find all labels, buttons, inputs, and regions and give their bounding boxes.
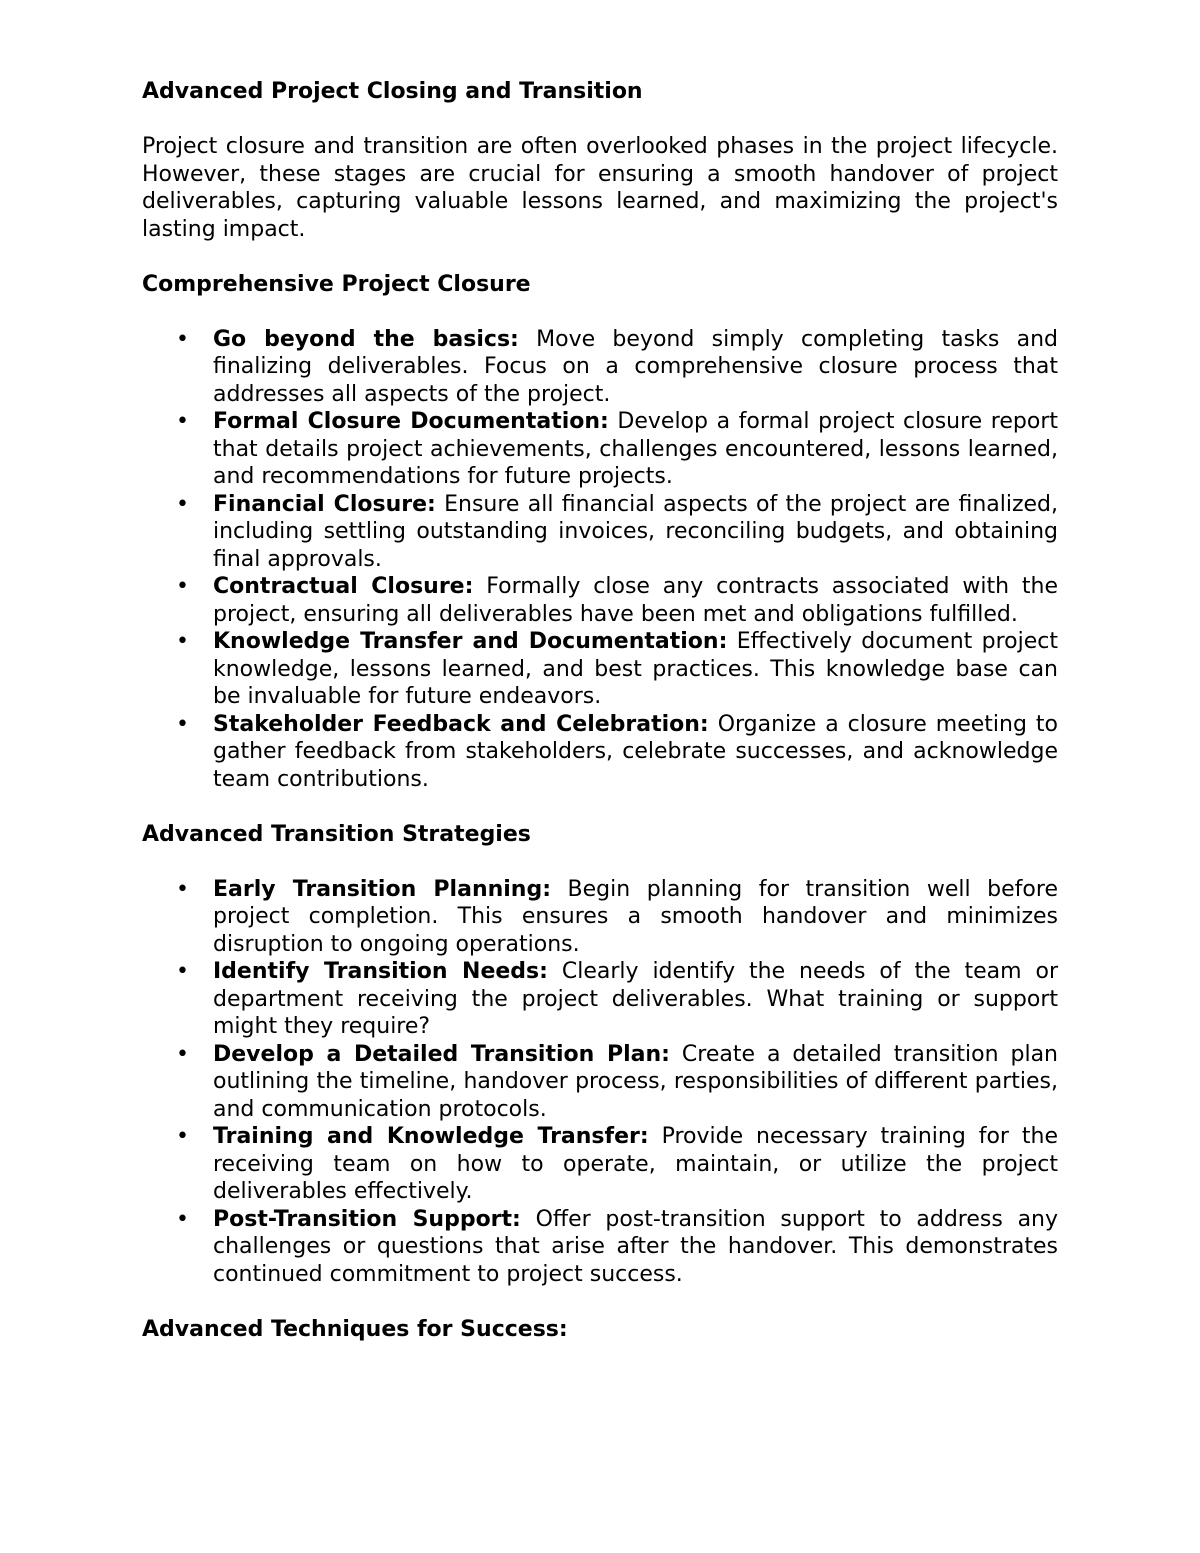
bullet-icon: •	[176, 491, 189, 517]
item-term: Knowledge Transfer and Documentation:	[213, 629, 728, 654]
list-item	[142, 326, 1058, 409]
item-term: Stakeholder Feedback and Celebration:	[213, 711, 709, 737]
bullet-icon: •	[176, 574, 189, 599]
list-item	[142, 1041, 1058, 1124]
section-heading-transition: Advanced Transition Strategies	[142, 821, 531, 847]
item-term: Early Transition Planning:	[213, 876, 552, 902]
bullet-icon: •	[176, 1206, 189, 1232]
bullet-icon: •	[176, 1041, 189, 1067]
section-heading-closure: Comprehensive Project Closure	[142, 271, 531, 297]
intro-paragraph: Project closure and transition are often overlooked phases in the project lifecycle. However, these stages are crucial for ensuring a smooth handover of project deliverables, capturing valuable lessons learned, and maximizing the project's lasting impact.	[142, 134, 1058, 242]
item-text: Organize a closure meeting to gather feedback from stakeholders, celebrate successes, and acknowledge team contributions.	[213, 711, 1058, 792]
item-term: Develop a Detailed Transition Plan:	[213, 1041, 670, 1067]
item-text: Effectively document project knowledge, lessons learned, and best practices. This knowledge base can be invaluable for future endeavors.	[213, 629, 1058, 709]
bullet-icon: •	[176, 711, 189, 737]
item-text: Develop a formal project closure report that details project achievements, challenges encountered, lessons learned, and recommendations for future projects.	[213, 409, 1058, 489]
item-text: Create a detailed transition plan outlining the timeline, handover process, responsibilities of different parties, and communication protocols.	[213, 1041, 1058, 1122]
section-heading-techniques: Advanced Techniques for Success:	[142, 1316, 568, 1342]
transition-list	[142, 876, 1058, 1289]
bullet-icon: •	[176, 959, 189, 984]
bullet-icon: •	[176, 629, 189, 654]
item-term: Go beyond the basics:	[213, 326, 519, 352]
item-text: Formally close any contracts associated with the project, ensuring all deliverables have been met and obligations fulfilled.	[213, 574, 1058, 627]
item-term: Training and Knowledge Transfer:	[213, 1124, 649, 1149]
item-text: Clearly identify the needs of the team or department receiving the project deliverables. What training or support might they require?	[213, 959, 1058, 1039]
item-text: Move beyond simply completing tasks and finalizing deliverables. Focus on a comprehensive closure process that addresses all aspects of the project.	[213, 326, 1058, 407]
list-item	[142, 958, 1058, 1041]
item-term: Identify Transition Needs:	[213, 959, 548, 984]
document-page	[142, 78, 1058, 1371]
bullet-icon: •	[176, 1124, 189, 1149]
item-term: Financial Closure:	[213, 491, 436, 517]
list-item	[142, 491, 1058, 574]
document-title: Advanced Project Closing and Transition	[142, 79, 643, 104]
list-item	[142, 711, 1058, 794]
list-item	[142, 1206, 1058, 1289]
list-item	[142, 876, 1058, 959]
item-term: Post-Transition Support:	[213, 1206, 521, 1232]
bullet-icon: •	[176, 409, 189, 434]
list-item	[142, 573, 1058, 628]
list-item	[142, 408, 1058, 491]
item-text: Begin planning for transition well before project completion. This ensures a smooth handover and minimizes disruption to ongoing operations.	[213, 876, 1058, 957]
list-item	[142, 1123, 1058, 1206]
bullet-icon: •	[176, 326, 189, 352]
item-term: Formal Closure Documentation:	[213, 409, 609, 434]
item-text: Ensure all financial aspects of the project are finalized, including settling outstanding invoices, reconciling budgets, and obtaining final approvals.	[213, 491, 1059, 572]
closure-list	[142, 326, 1058, 794]
list-item	[142, 628, 1058, 711]
item-term: Contractual Closure:	[213, 574, 474, 599]
item-text: Offer post-transition support to address any challenges or questions that arise after the handover. This demonstrates continued commitment to project success.	[213, 1206, 1059, 1287]
item-text: Provide necessary training for the receiving team on how to operate, maintain, or utilize the project deliverables effectively.	[213, 1124, 1058, 1204]
bullet-icon: •	[176, 876, 189, 902]
